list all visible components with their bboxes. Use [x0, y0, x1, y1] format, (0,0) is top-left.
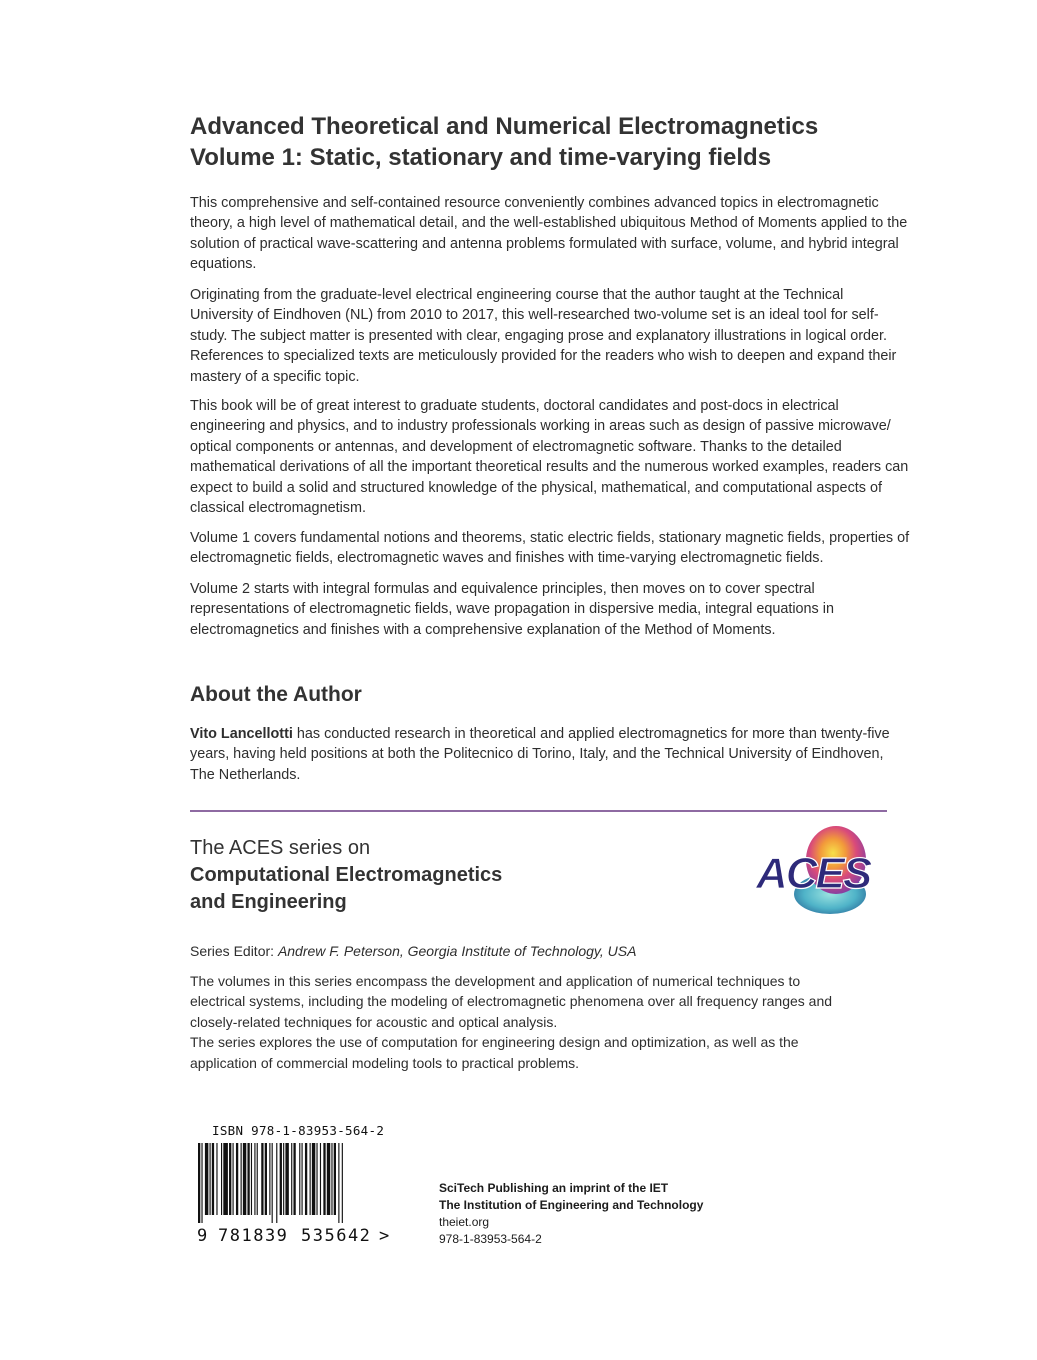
barcode-bar-7	[223, 1143, 228, 1215]
series-editor	[190, 943, 636, 959]
barcode-bar-29	[305, 1143, 307, 1215]
series-description	[190, 971, 840, 1073]
series-description-2: The series explores the use of computation for engineering design and optimization, as well as the application of commercial modeling tools to practical problems.	[190, 1034, 799, 1071]
barcode-bar-6	[221, 1143, 222, 1215]
barcode-bar-13	[247, 1143, 249, 1215]
series-heading-line-2: Computational Electromagnetics	[190, 864, 503, 886]
description-paragraph-5: Volume 2 starts with integral formulas and equivalence principles, then moves on to cover spectral representations of electromagnetic fields, wave propagation in dispersive media, integral equations in electromagnetics and finishes with a comprehensive explanation of the Method of Moments.	[190, 581, 834, 638]
author-bio	[190, 724, 910, 785]
description-paragraph-3: This book will be of great interest to graduate students, doctoral candidates and post-docs in electrical engineering and physics, and to industry professionals working in areas such as design of passive microwave/ optical components or antennas, and development of electromagnetic software. Thanks to the detailed mathematical derivations of all the important theoretical results and the numerous worked examples, readers can expect to build a solid and structured knowledge of the physical, mathematical, and computational aspects of classical electromagnetism.	[190, 398, 909, 517]
barcode-bar-34	[323, 1143, 325, 1215]
isbn-label: ISBN 978-1-83953-564-2	[212, 1123, 385, 1138]
barcode-digit-first: 9	[197, 1226, 208, 1246]
barcode-bar-20	[272, 1143, 273, 1223]
barcode-bar-36	[331, 1143, 332, 1215]
barcode-bar-11	[241, 1143, 242, 1215]
barcode-bar-28	[302, 1143, 303, 1215]
barcode-bar-37	[334, 1143, 336, 1215]
barcode-bar-14	[251, 1143, 252, 1215]
barcode-bar-8	[229, 1143, 231, 1215]
barcode-bar-21	[276, 1143, 277, 1223]
barcode	[198, 1143, 394, 1223]
barcode-bar-9	[233, 1143, 234, 1215]
book-title: Advanced Theoretical and Numerical Electromagnetics	[190, 113, 819, 140]
barcode-bar-24	[285, 1143, 288, 1215]
author-bio-text: has conducted research in theoretical and applied electromagnetics for more than twenty-five years, having held positions at both the Politecnico di Torino, Italy, and the Technical University of Eindhoven, The Netherlands.	[190, 726, 890, 783]
description-paragraph-4: Volume 1 covers fundamental notions and theorems, static electric fields, stationary magnetic fields, properties of electromagnetic fields, electromagnetic waves and finishes with time-varying electromagnetic fields.	[190, 530, 910, 567]
barcode-bar-39	[342, 1143, 343, 1223]
series-editor-label: Series Editor:	[190, 943, 278, 959]
series-description-1: The volumes in this series encompass the development and application of numerical techniques to electrical systems, including the modeling of electromagnetic phenomena over all frequency ranges and closely-related techniques for acoustic and optical analysis.	[190, 973, 833, 1030]
series-editor-name: Andrew F. Peterson, Georgia Institute of Technology, USA	[277, 943, 637, 959]
barcode-bar-27	[299, 1143, 300, 1215]
barcode-bar-30	[310, 1143, 311, 1215]
barcode-bar-4	[212, 1143, 214, 1215]
series-heading-line-1: The ACES series on	[190, 837, 371, 859]
barcode-bar-18	[265, 1143, 267, 1215]
barcode-bar-16	[257, 1143, 258, 1215]
author-name: Vito Lancellotti	[190, 726, 293, 742]
barcode-bar-5	[216, 1143, 217, 1215]
barcode-bar-38	[338, 1143, 339, 1223]
about-author-heading: About the Author	[190, 683, 362, 706]
description-paragraph-1: This comprehensive and self-contained resource conveniently combines advanced topics in electromagnetic theory, a high level of mathematical detail, and the well-established ubiquitous Method of Moments applied to the solution of practical wave-scattering and antenna problems formulated with surface, volume, and hybrid integral equations.	[190, 195, 908, 273]
series-heading-line-3: and Engineering	[190, 891, 347, 913]
barcode-bar-10	[236, 1143, 238, 1215]
aces-logo	[752, 822, 892, 917]
barcode-bar-23	[283, 1143, 284, 1215]
barcode-bar-35	[327, 1143, 330, 1215]
section-divider	[190, 810, 887, 812]
barcode-digits-group-1: 781839	[218, 1226, 289, 1246]
barcode-bar-26	[293, 1143, 295, 1215]
publisher-name: The Institution of Engineering and Technology	[439, 1198, 704, 1212]
barcode-bar-22	[280, 1143, 282, 1215]
barcode-bar-12	[243, 1143, 246, 1215]
barcode-bar-33	[320, 1143, 321, 1215]
barcode-bar-19	[269, 1143, 270, 1215]
book-subtitle: Volume 1: Static, stationary and time-varying fields	[190, 144, 772, 171]
barcode-bar-32	[316, 1143, 317, 1215]
barcode-bar-0	[198, 1143, 200, 1223]
barcode-bar-17	[261, 1143, 263, 1215]
barcode-digits-group-2: 535642	[301, 1226, 372, 1246]
barcode-bar-2	[205, 1143, 208, 1215]
publisher-website[interactable]: theiet.org	[439, 1215, 490, 1229]
barcode-bar-15	[254, 1143, 255, 1215]
barcode-bar-25	[291, 1143, 292, 1215]
barcode-bar-31	[312, 1143, 315, 1215]
barcode-bar-1	[201, 1143, 202, 1223]
barcode-bar-3	[210, 1143, 211, 1215]
description-paragraph-2: Originating from the graduate-level electrical engineering course that the author taught at the Technical University of Eindhoven (NL) from 2010 to 2017, this well-researched two-volume set is an ideal tool for self-study. The subject matter is presented with clear, engaging prose and explanatory illustrations in logical order. References to specialized texts are meticulously provided for the readers who wish to deepen and expand their mastery of a specific topic.	[190, 287, 897, 385]
publisher-isbn: 978-1-83953-564-2	[439, 1232, 542, 1246]
publisher-imprint: SciTech Publishing an imprint of the IET	[439, 1181, 669, 1195]
barcode-arrow: >	[379, 1226, 390, 1246]
logo-text: ACES	[756, 849, 871, 898]
